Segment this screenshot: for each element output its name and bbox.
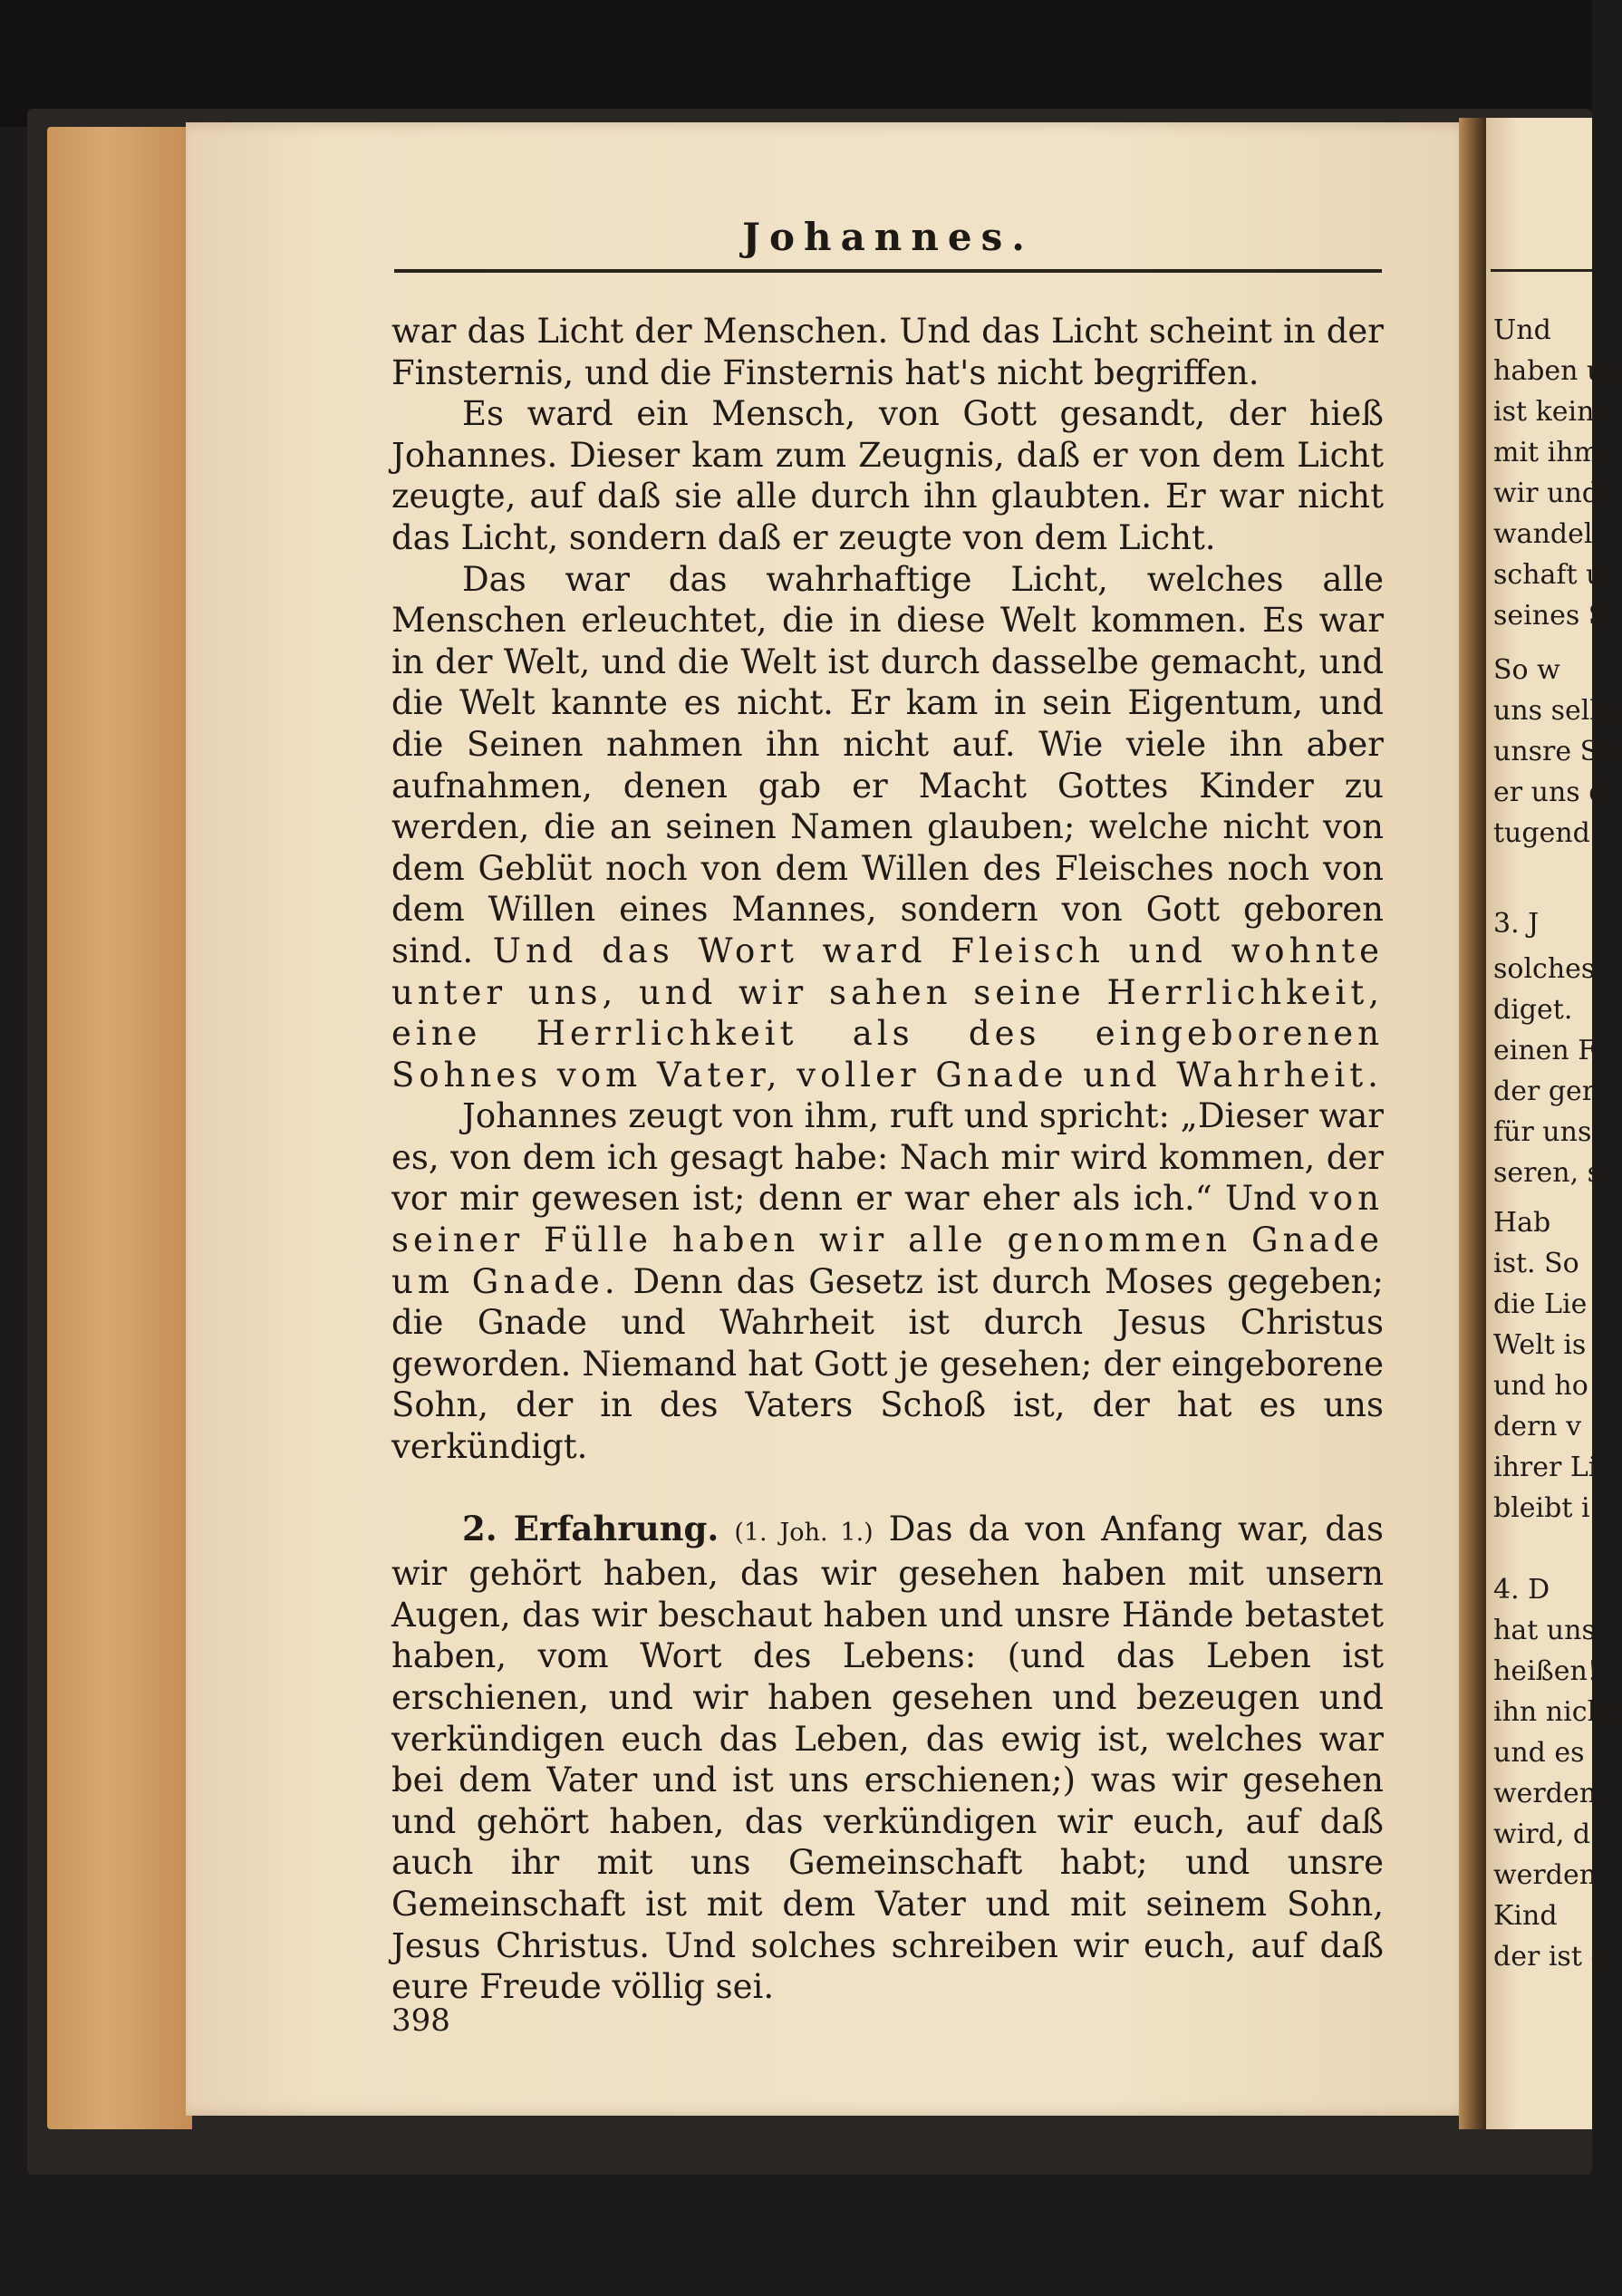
section-2	[391, 1509, 1384, 2008]
paragraph-2: Es ward ein Mensch, von Gott gesandt, der hieß Johannes. Dieser kam zum Zeugnis, daß er von dem Licht zeugte, auf daß sie alle durch ihn glaubten. Er war nicht das Licht, sondern daß er zeugte von dem Licht.	[391, 394, 1384, 557]
page-number: 398	[391, 2002, 450, 2039]
spaced-emphasis-2: von seiner Fülle haben wir alle genommen Gnade um Gnade.	[391, 1179, 1385, 1301]
right-page-fragment: ist keine	[1493, 396, 1611, 428]
spaced-emphasis-1: Und das Wort ward Fleisch und wohnte unter uns, und wir sahen seine Herrlichkeit, eine Herrlichkeit als des eingeborenen Sohnes vom Vater, voller Gnade und Wahrheit.	[391, 931, 1384, 1095]
right-page-fragment: wird, d	[1493, 1818, 1591, 1850]
right-page-fragment: und es	[1493, 1737, 1585, 1769]
paragraph-4-tail: Denn das Gesetz ist durch Moses gegeben; die Gnade und Wahrheit ist durch Jesus Christus geworden. Niemand hat Gott je gesehen; der eingeborene Sohn, der in des Vaters Schoß ist, der hat es uns verkündigt.	[391, 1261, 1384, 1467]
paragraph-3	[391, 559, 1384, 1096]
book-gutter	[1459, 118, 1486, 2129]
right-page-fragment: seren, s	[1493, 1157, 1602, 1189]
body-text	[391, 311, 1384, 2008]
section-2-title: 2. Erfahrung.	[462, 1508, 719, 1548]
right-page-fragment: So w	[1493, 654, 1560, 686]
right-page-fragment: Kind	[1493, 1900, 1558, 1932]
right-page-fragment: seines S	[1493, 600, 1608, 632]
right-page-fragment: werden.	[1493, 1778, 1606, 1809]
right-page-rule	[1491, 269, 1592, 272]
head-rule	[394, 269, 1382, 273]
right-page-fragment: Welt is	[1493, 1329, 1587, 1361]
right-page-fragment: ist. So	[1493, 1248, 1579, 1279]
right-page-fragment: haben un	[1493, 355, 1622, 387]
running-head: Johannes.	[742, 215, 1034, 259]
right-page-fragment: hat uns	[1493, 1615, 1596, 1646]
paragraph-4	[391, 1095, 1384, 1467]
right-page-fragment: Und	[1493, 314, 1551, 346]
right-page-fragment: der ger	[1493, 1076, 1596, 1107]
right-page-fragment: und ho	[1493, 1370, 1588, 1402]
right-page-fragment: 3. J	[1493, 908, 1540, 940]
right-page-fragment: ihn nicht	[1493, 1696, 1616, 1728]
right-page-fragment: für uns	[1493, 1116, 1592, 1148]
right-page-fragment: solches	[1493, 953, 1596, 985]
right-page-fragment: diget.	[1493, 994, 1573, 1026]
right-page-fragment: unsre Sü	[1493, 736, 1617, 767]
right-page-fragment: schaft u	[1493, 559, 1604, 591]
right-page-fragment: einen F	[1493, 1035, 1598, 1066]
right-page-fragment: dern v	[1493, 1411, 1582, 1442]
right-page-fragment: mit ihm	[1493, 437, 1599, 468]
right-page-fragment: wir und	[1493, 478, 1599, 509]
right-page-fragment: heißen!	[1493, 1655, 1598, 1687]
right-page-fragment: 4. D	[1493, 1574, 1550, 1606]
right-page-fragment: bleibt i	[1493, 1492, 1590, 1524]
right-page-fragment: er uns d	[1493, 777, 1607, 808]
table-background	[0, 0, 1592, 127]
right-page-fragment: wandel	[1493, 518, 1593, 550]
paragraph-4-text: Johannes zeugt von ihm, ruft und spricht: „Dieser war es, von dem ich gesagt habe: Nach mir wird kommen, der vor mir gewesen ist; denn er war eher als ich.“ Und	[391, 1096, 1384, 1219]
right-page-fragment: werden	[1493, 1859, 1598, 1891]
section-2-text: Das da von Anfang war, das wir gehört haben, das wir gesehen haben mit unsern Augen, das wir beschaut haben und unsre Hände betastet haben, vom Wort des Lebens: (und das Leben ist erschienen, und wir haben gesehen und bezeugen und verkündigen euch das Leben, das ewig ist, welches war bei dem Vater und ist uns erschienen;) was wir gesehen und gehört haben, das verkündigen wir euch, auf daß auch ihr mit uns Gemeinschaft habt; und unsre Gemeinschaft ist mit dem Vater und mit seinem Sohn, Jesus Christus. Und solches schreiben wir euch, auf daß eure Freude völlig sei.	[391, 1509, 1384, 2007]
page-edges	[47, 127, 192, 2129]
right-page-fragment: die Lie	[1493, 1288, 1588, 1320]
paragraph-3-text: Das war das wahrhaftige Licht, welches alle Menschen erleuchtet, die in diese Welt kommen. Es war in der Welt, und die Welt ist durch dasselbe gemacht, und die Welt kannte es nicht. Er kam in sein Eigentum, und die Seinen nahmen ihn nicht auf. Wie viele ihn aber aufnahmen, denen gab er Macht Gottes Kinder zu werden, die an seinen Namen glauben; welche nicht von dem Geblüt noch von dem Willen des Fleisches noch von dem Willen eines Mannes, sondern von Gott geboren sind.	[391, 559, 1384, 970]
right-page-fragment: ihrer Li	[1493, 1452, 1598, 1483]
right-page-fragment: uns selbs	[1493, 695, 1621, 727]
right-page-fragment: tugend.	[1493, 817, 1599, 849]
paragraph-1: war das Licht der Menschen. Und das Licht scheint in der Finsternis, und die Finsternis hat's nicht begriffen.	[391, 312, 1384, 392]
section-2-reference: (1. Joh. 1.)	[734, 1518, 874, 1547]
right-page-fragment: der ist g	[1493, 1941, 1608, 1973]
right-page-fragment: Hab	[1493, 1207, 1551, 1239]
